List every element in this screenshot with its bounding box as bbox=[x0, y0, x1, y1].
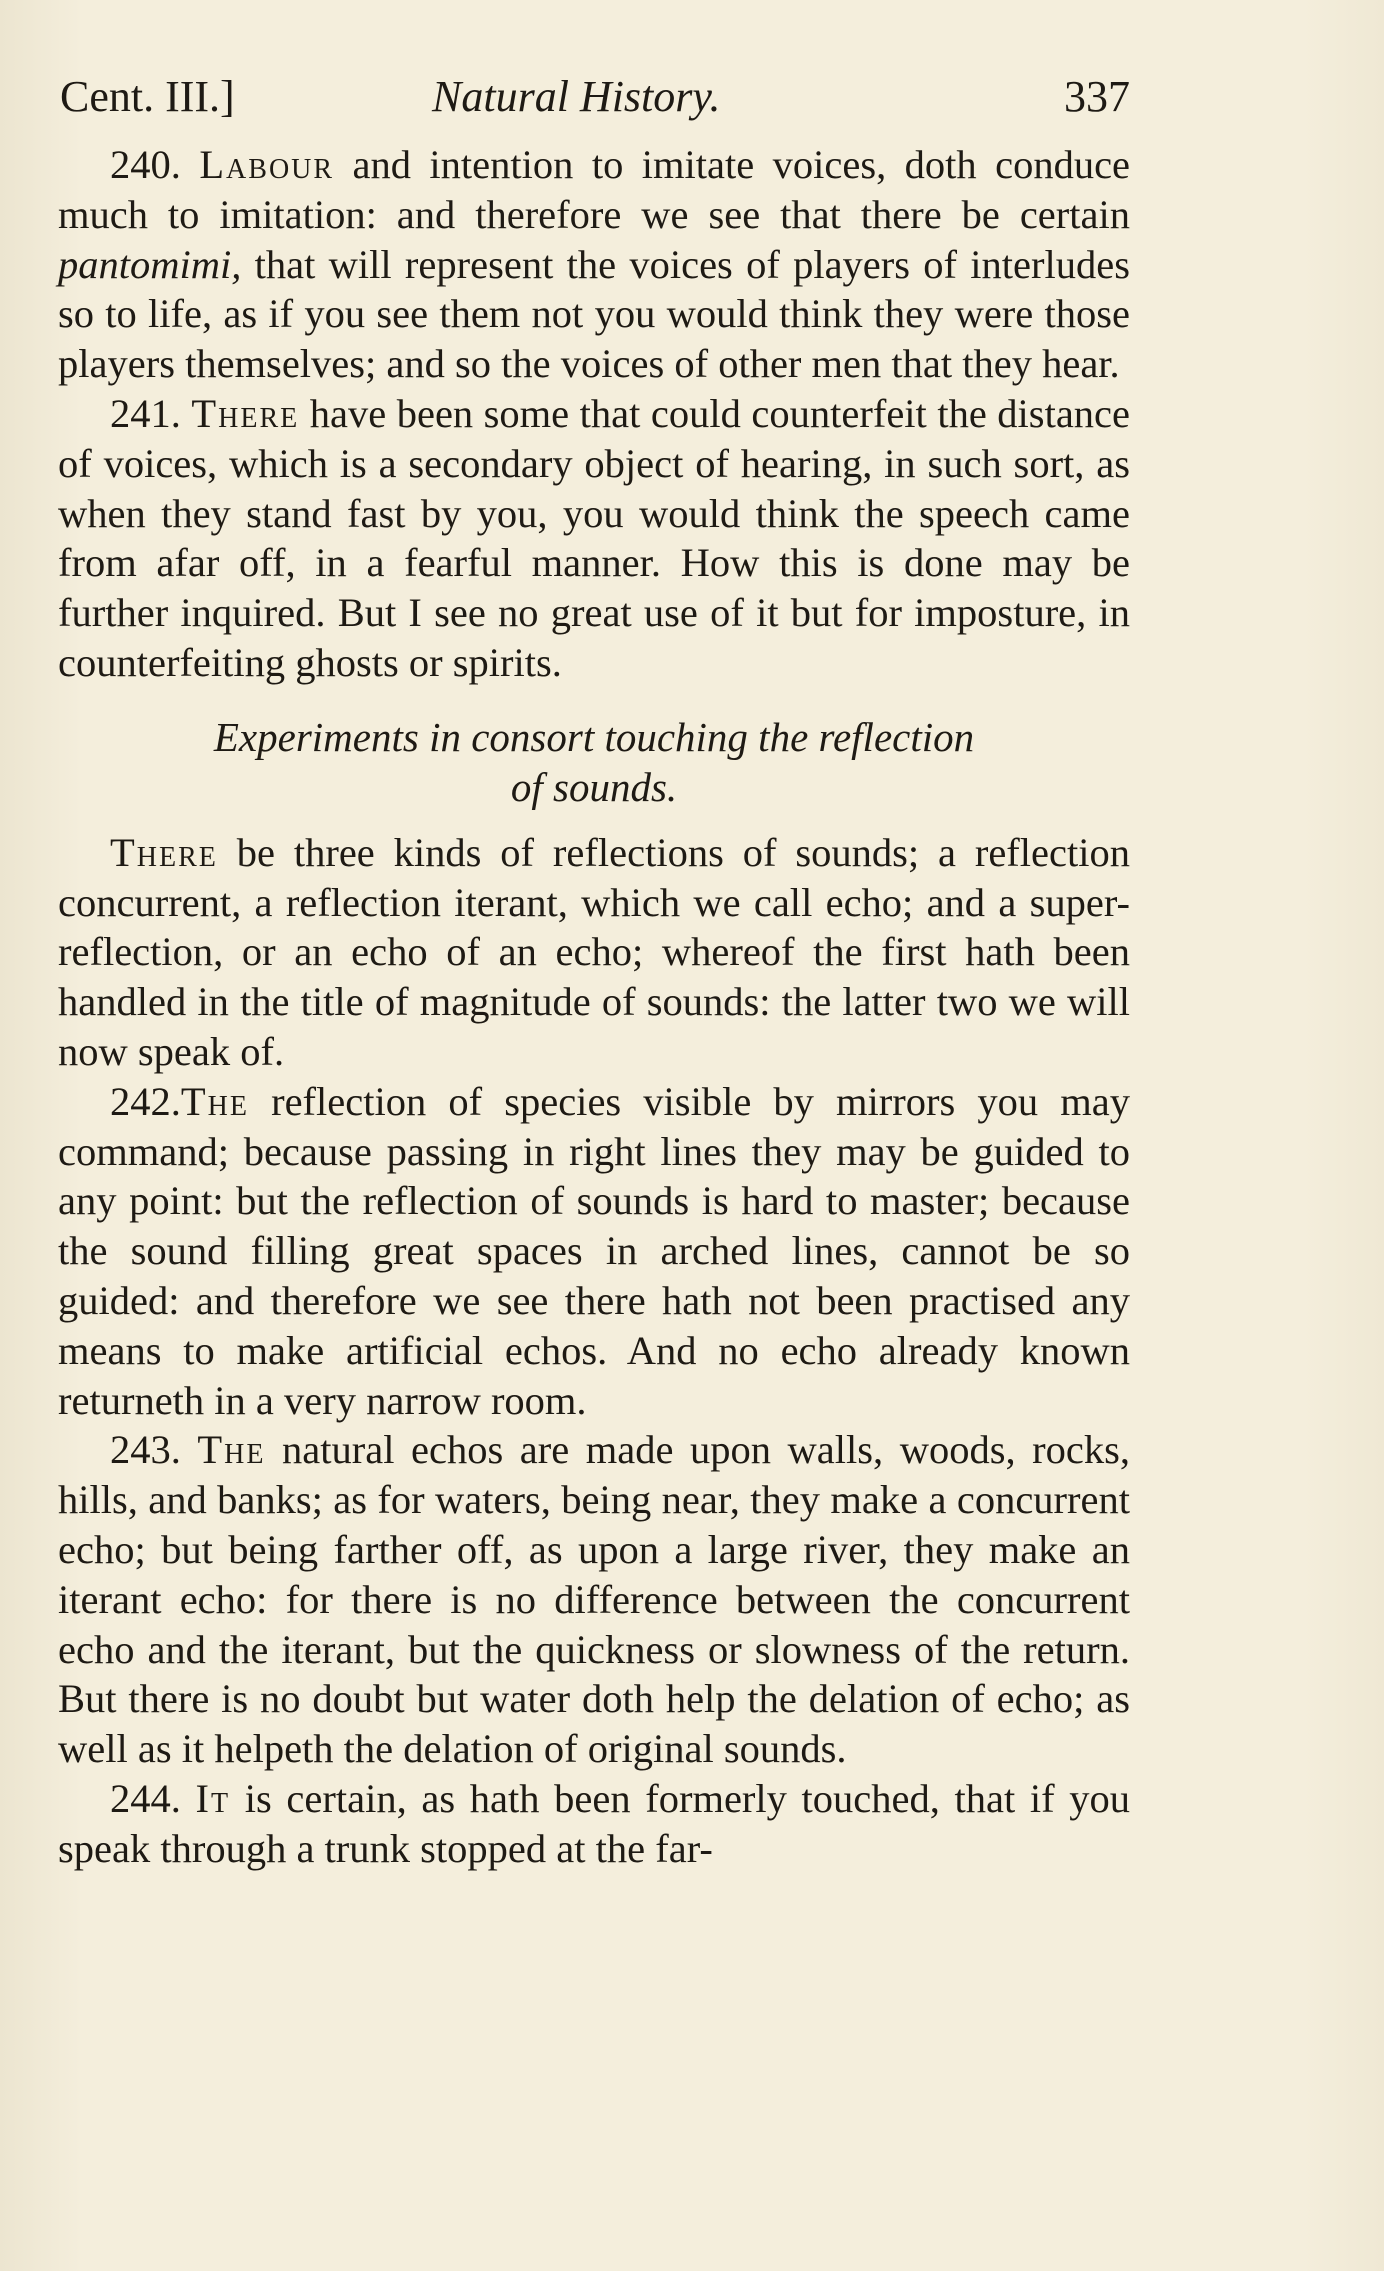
page-number: 337 bbox=[1064, 72, 1130, 121]
paragraph-240 bbox=[58, 140, 1130, 389]
paragraph-number: 240. bbox=[110, 142, 181, 187]
lead-word: Labour bbox=[199, 142, 335, 187]
lead-word: The bbox=[197, 1427, 266, 1473]
paragraph-intro bbox=[58, 828, 1130, 1077]
lead-word: It bbox=[195, 1775, 231, 1821]
lead-word: There bbox=[110, 829, 218, 875]
paragraph-244 bbox=[58, 1774, 1130, 1874]
paragraph-text: be three kinds of reflections of sounds; a reflection concurrent, a reflection iterant, which we call echo; and a super-reflection, or an echo of an echo; whereof the first hath been handled in the title of magnitude of sounds: the latter two we will now speak of. bbox=[58, 829, 1131, 1074]
lead-word: There bbox=[191, 390, 300, 436]
header-title: Natural History. bbox=[432, 72, 721, 121]
paragraph-242 bbox=[58, 1077, 1130, 1426]
paragraph-243 bbox=[58, 1425, 1130, 1774]
body-text bbox=[58, 140, 1130, 1874]
paragraph-text: have been some that could counterfeit the distance of voices, which is a secondary object of hearing, in such sort, as when they stand fast by you, you would think the speech came from afar off, in a fearful manner. How this is done may be further inquired. But I see no great use of it but for imposture, in counterfeiting ghosts or spirits. bbox=[58, 390, 1131, 685]
paragraph-number: 241. bbox=[110, 390, 181, 436]
paragraph-text: natural echos are made upon walls, woods, rocks, hills, and banks; as for waters, being near, they make a concurrent echo; but being farther off, as upon a large river, they make an iterant echo: for there is no difference between the concurrent echo and the iterant, but the quickness or slowness of the return. But there is no doubt but water doth help the delation of echo; as well as it helpeth the delation of original sounds. bbox=[58, 1427, 1130, 1772]
paragraph-text: is certain, as hath been formerly touched, that if you speak through a trunk stopped at the far- bbox=[58, 1775, 1131, 1871]
italic-term: pantomimi, bbox=[58, 241, 242, 287]
paragraph-number: 242. bbox=[110, 1078, 181, 1124]
lead-word: The bbox=[180, 1078, 249, 1124]
section-heading-line-1: Experiments in consort touching the reflection bbox=[213, 713, 975, 760]
paragraph-text: reflection of species visible by mirrors you may command; because passing in right lines they may be guided to any point: but the reflection of sounds is hard to master; because the sound filling great spaces in arched lines, cannot be so guided: and therefore we see there hath not been practised any means to make artificial echos. And no echo already known returneth in a very narrow room. bbox=[58, 1078, 1130, 1423]
paragraph-text: and intention to imitate voices, doth conduce much to imitation: and therefore we see that there be certain bbox=[58, 142, 1131, 237]
paragraph-number: 243. bbox=[110, 1427, 181, 1473]
running-header bbox=[60, 62, 1130, 132]
section-heading-line-2: of sounds. bbox=[510, 763, 678, 810]
paragraph-241 bbox=[58, 389, 1130, 688]
paragraph-number: 244. bbox=[110, 1775, 181, 1821]
header-section: Cent. III.] bbox=[60, 72, 235, 121]
paragraph-text-continued: that will represent the voices of players of interludes so to life, as if you see them not you would think they were those players themselves; and so the voices of other men that they hear. bbox=[58, 241, 1130, 387]
section-heading bbox=[58, 712, 1130, 812]
